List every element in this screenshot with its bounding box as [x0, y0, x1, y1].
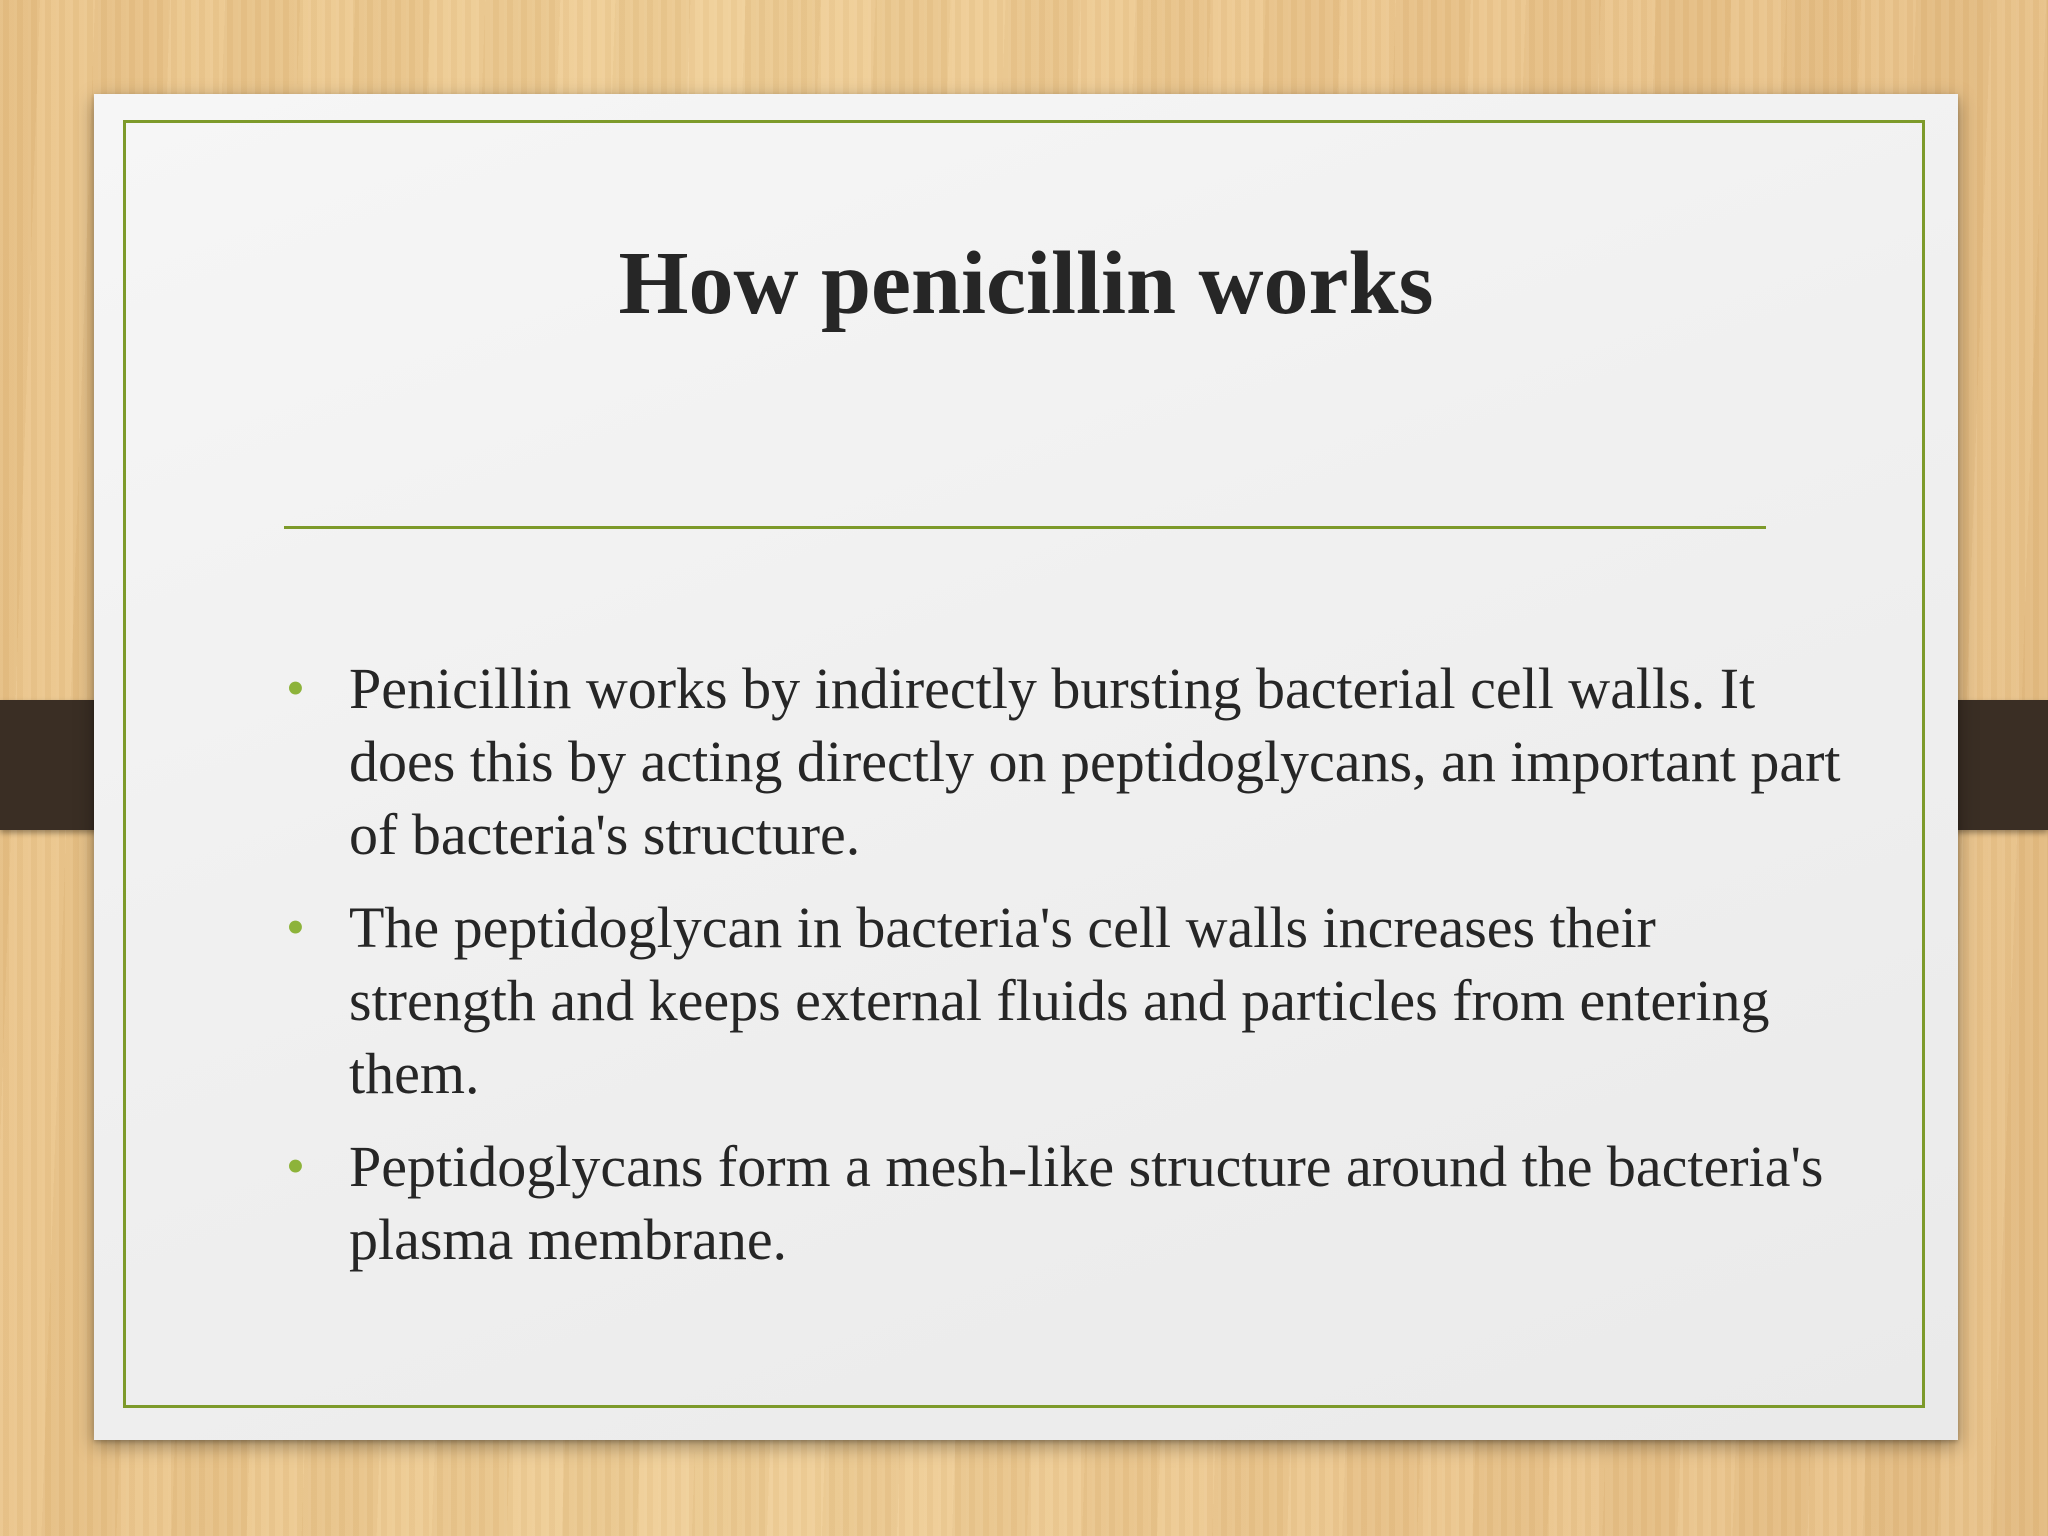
bullet-item — [284, 1130, 1844, 1276]
bullet-text: Peptidoglycans form a mesh-like structure around the bacteria's plasma membrane. — [349, 1134, 1824, 1272]
bullet-list — [284, 652, 1844, 1296]
bullet-item — [284, 652, 1844, 871]
title-divider — [284, 526, 1766, 529]
slide-card — [94, 94, 1958, 1440]
bullet-text: The peptidoglycan in bacteria's cell walls increases their strength and keeps external fluids and particles from entering them. — [349, 895, 1770, 1106]
bullet-point-icon: • — [286, 1136, 305, 1196]
bullet-text: Penicillin works by indirectly bursting bacterial cell walls. It does this by acting directly on peptidoglycans, an important part of bacteria's structure. — [349, 656, 1841, 867]
bullet-point-icon: • — [286, 658, 305, 718]
slide-title: How penicillin works — [618, 234, 1434, 333]
bullet-point-icon: • — [286, 897, 305, 957]
bullet-item — [284, 891, 1844, 1110]
